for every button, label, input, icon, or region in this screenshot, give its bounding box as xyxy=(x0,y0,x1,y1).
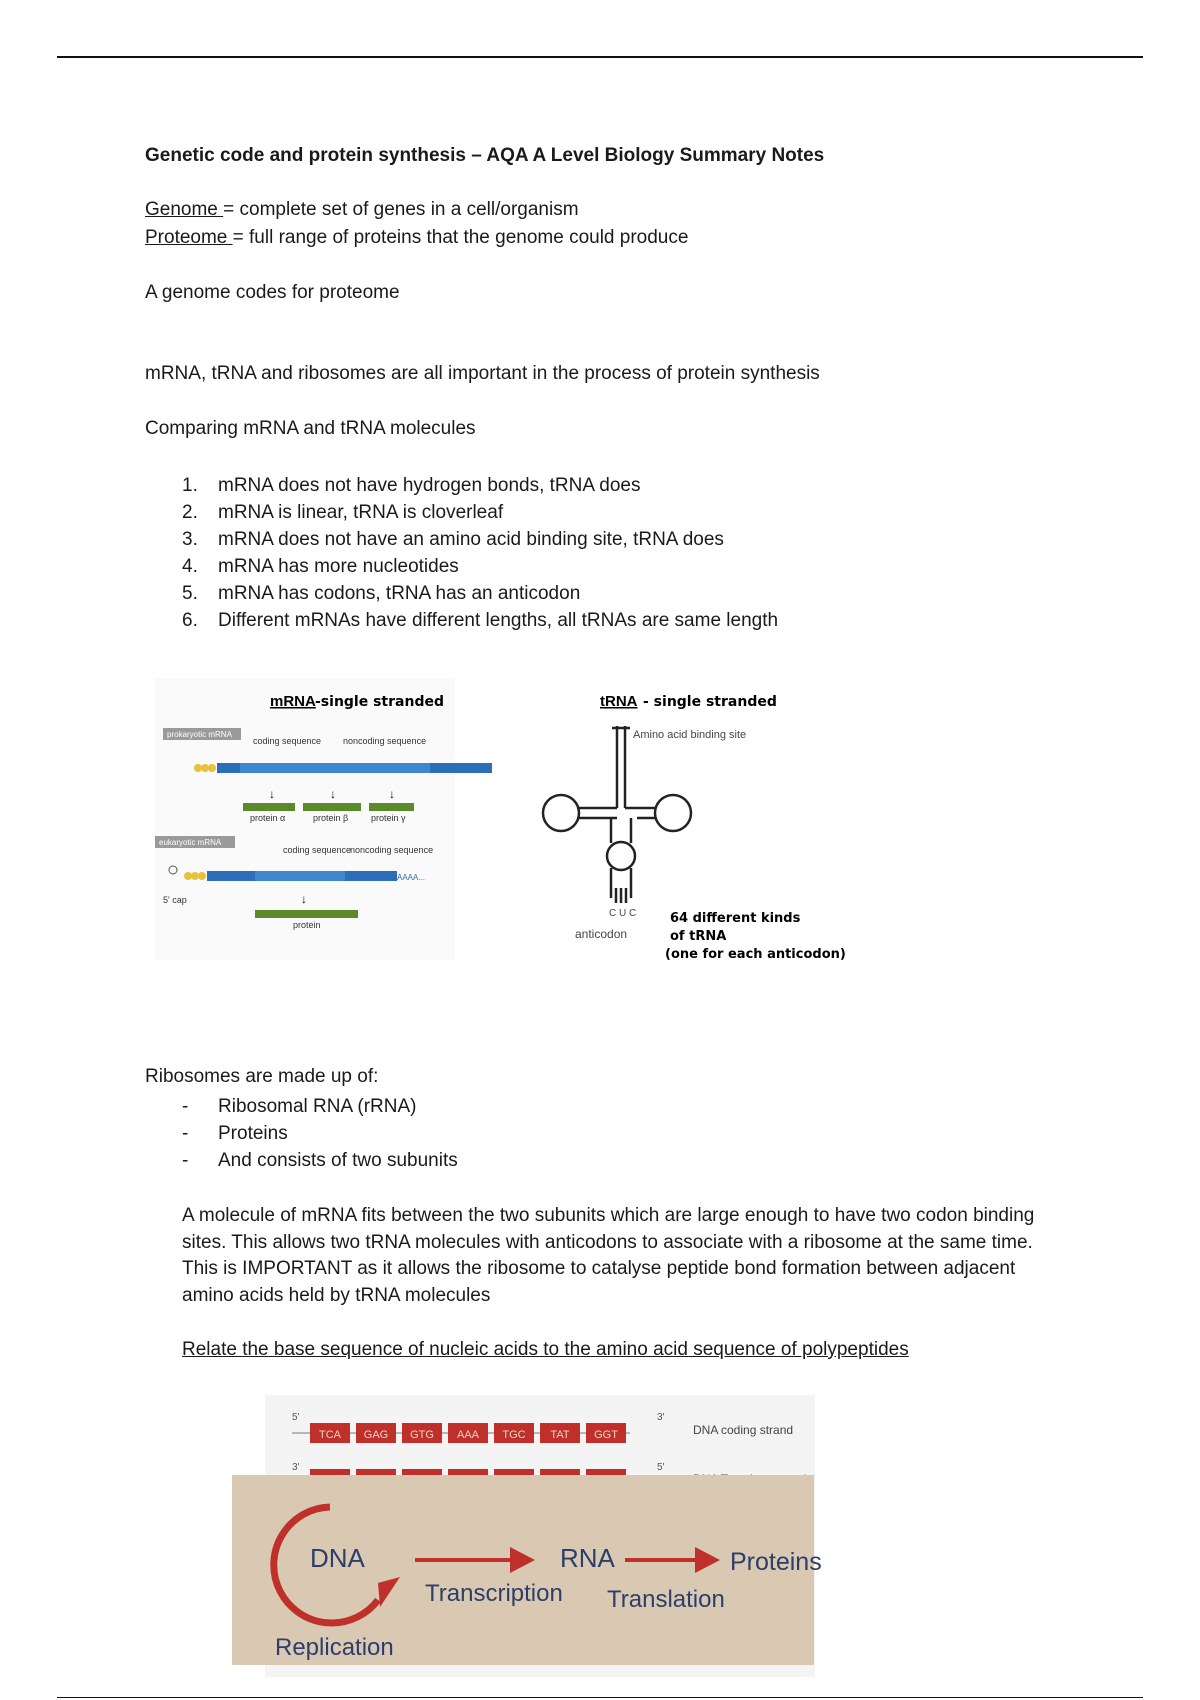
genome-statement: A genome codes for proteome xyxy=(145,282,400,303)
coding-segment xyxy=(370,763,430,773)
protein-bar xyxy=(243,803,295,811)
trna-title: tRNA xyxy=(600,693,638,710)
transcription-label: Transcription xyxy=(425,1580,563,1607)
phosphate xyxy=(208,764,216,772)
translation-label: Translation xyxy=(607,1586,725,1613)
trna-note: - single stranded xyxy=(643,694,777,710)
replication-label: Replication xyxy=(275,1634,394,1661)
ribosomes-heading: Ribosomes are made up of: xyxy=(145,1066,379,1087)
codon-text: TCA xyxy=(319,1429,341,1441)
list-item: 2. mRNA is linear, tRNA is cloverleaf xyxy=(182,502,504,523)
mrna-note: -single stranded xyxy=(315,694,444,710)
dna-label: DNA xyxy=(310,1543,365,1573)
coding-strand-label: DNA coding strand xyxy=(693,1423,794,1437)
central-dogma-figure xyxy=(230,1395,870,1695)
list-item: 3. mRNA does not have an amino acid binding site, tRNA does xyxy=(182,529,724,550)
amino-acid-site-label: Amino acid binding site xyxy=(633,729,747,741)
protein-alpha: protein α xyxy=(250,813,286,823)
arrow: ↓ xyxy=(301,892,307,906)
coding-segment xyxy=(240,763,305,773)
list-item: - And consists of two subunits xyxy=(182,1150,458,1171)
list-item: 6. Different mRNAs have different lengths, all tRNAs are same length xyxy=(182,610,779,631)
template-strand-5prime: 5' xyxy=(657,1462,665,1473)
ribosome-parts-list xyxy=(182,1093,458,1174)
protein-gamma: protein γ xyxy=(371,813,406,823)
arrow: ↓ xyxy=(389,787,395,801)
protein-bar xyxy=(369,803,414,811)
coding-strand-5prime: 5' xyxy=(292,1412,300,1423)
trna-cloverleaf xyxy=(543,726,691,903)
rna-label: RNA xyxy=(560,1543,615,1573)
handwritten-note-line3: (one for each anticodon) xyxy=(665,947,846,962)
genome-text: = complete set of genes in a cell/organism xyxy=(223,199,579,220)
phosphate xyxy=(201,764,209,772)
handwritten-note-line1: 64 different kinds xyxy=(670,911,801,926)
phosphate xyxy=(184,872,192,880)
mrna-trna-figure xyxy=(155,678,875,968)
protein-label: protein xyxy=(293,920,321,930)
coding-strand-3prime: 3' xyxy=(657,1412,665,1423)
genome-term: Genome xyxy=(145,199,224,220)
eukaryotic-label: eukaryotic mRNA xyxy=(159,838,222,847)
noncoding-label-2: noncoding sequence xyxy=(350,845,434,855)
coding-segment xyxy=(255,871,345,881)
proteome-text: = full range of proteins that the genome could produce xyxy=(232,227,689,248)
ribosome-paragraph: A molecule of mRNA fits between the two subunits which are large enough to have two codon binding sites. This allows two tRNA molecules with anticodons to associate with a ribosome at the same time. This is IMPORTANT as it allows the ribosome to catalyse peptide bond formation between adjacent amino acids held by tRNA molecules xyxy=(182,1205,1035,1306)
phosphate xyxy=(191,872,199,880)
prokaryotic-label: prokaryotic mRNA xyxy=(167,730,232,739)
anticodon-bases: C U C xyxy=(609,908,637,919)
proteins-label: Proteins xyxy=(730,1548,822,1576)
comparing-heading: Comparing mRNA and tRNA molecules xyxy=(145,418,476,439)
arrow: ↓ xyxy=(330,787,336,801)
phosphate xyxy=(198,872,206,880)
list-item: - Proteins xyxy=(182,1123,288,1144)
codon-text: GTG xyxy=(410,1429,434,1441)
page-title: Genetic code and protein synthesis – AQA A Level Biology Summary Notes xyxy=(145,145,825,166)
coding-label-2: coding sequence xyxy=(283,845,352,855)
definition-proteome xyxy=(145,227,688,249)
protein-bar xyxy=(303,803,361,811)
top-rule xyxy=(57,56,1143,58)
protein-beta: protein β xyxy=(313,813,349,823)
protein-bar xyxy=(255,910,358,918)
definition-genome xyxy=(145,199,579,221)
mrna-title: mRNA xyxy=(270,693,316,710)
arrow: ↓ xyxy=(269,787,275,801)
relate-heading: Relate the base sequence of nucleic acids to the amino acid sequence of polypeptides xyxy=(182,1339,909,1360)
list-item: - Ribosomal RNA (rRNA) xyxy=(182,1096,417,1117)
noncoding-label-1: noncoding sequence xyxy=(343,736,427,746)
coding-segment xyxy=(305,763,370,773)
bottom-rule xyxy=(57,1697,1143,1698)
anticodon-label: anticodon xyxy=(575,927,628,941)
list-item: 4. mRNA has more nucleotides xyxy=(182,556,459,577)
codon-text: GGT xyxy=(594,1429,618,1441)
list-item: 5. mRNA has codons, tRNA has an anticodon xyxy=(182,583,581,604)
codon-text: TGC xyxy=(502,1429,526,1441)
handwritten-note-line2: of tRNA xyxy=(670,929,727,944)
comparison-list xyxy=(182,472,778,634)
coding-label-1: coding sequence xyxy=(253,736,322,746)
polya-tail: AAAA... xyxy=(397,873,426,882)
list-item: 1. mRNA does not have hydrogen bonds, tRNA does xyxy=(182,475,641,496)
template-strand-3prime: 3' xyxy=(292,1462,300,1473)
codon-text: TAT xyxy=(550,1429,570,1441)
phosphate xyxy=(194,764,202,772)
cap-label: 5' cap xyxy=(163,895,187,905)
codon-text: GAG xyxy=(363,1429,389,1441)
proteome-term: Proteome xyxy=(145,227,233,248)
intro-text: mRNA, tRNA and ribosomes are all important in the process of protein synthesis xyxy=(145,363,820,384)
codon-text: AAA xyxy=(456,1429,480,1441)
